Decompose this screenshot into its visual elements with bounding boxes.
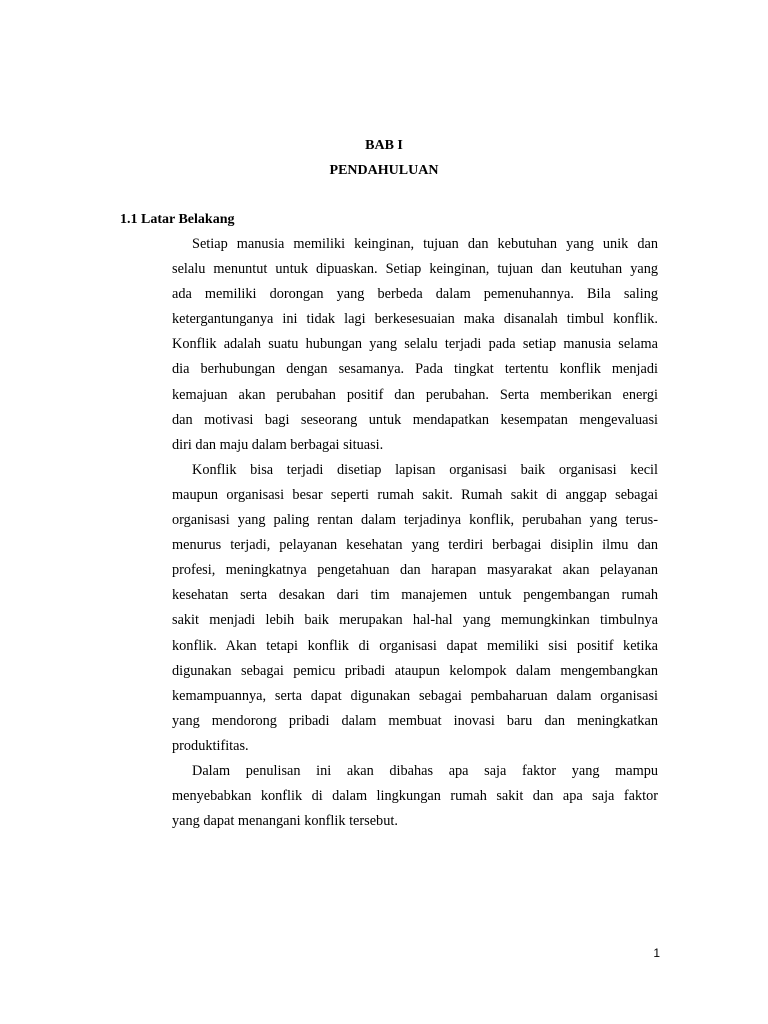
text-line: Dalam penulisan ini akan dibahas apa saja faktor yang mampu: [192, 762, 658, 779]
paragraph: [172, 462, 658, 763]
text-line: kesehatan serta desakan dari tim manajemen untuk pengembangan rumah: [172, 587, 658, 604]
text-line: sakit menjadi lebih baik merupakan hal-hal yang memungkinkan timbulnya: [172, 612, 658, 629]
text-line: diri dan maju dalam berbagai situasi.: [172, 436, 384, 453]
page-number: 1: [653, 946, 660, 960]
text-line: konflik. Akan tetapi konflik di organisasi dapat memiliki sisi positif ketika: [172, 637, 658, 654]
paragraph: [172, 236, 658, 462]
text-line: kemajuan akan perubahan positif dan perubahan. Serta memberikan energi: [172, 386, 658, 403]
body-text: [172, 236, 658, 838]
text-line: organisasi yang paling rentan dalam terjadinya konflik, perubahan yang terus-: [172, 512, 658, 529]
text-line: dia berhubungan dengan sesamanya. Pada tingkat tertentu konflik menjadi: [172, 361, 658, 378]
paragraph: [172, 763, 658, 838]
text-line: Konflik bisa terjadi disetiap lapisan organisasi baik organisasi kecil: [192, 461, 658, 478]
text-line: menyebabkan konflik di dalam lingkungan rumah sakit dan apa saja faktor: [172, 788, 658, 805]
text-line: menurus terjadi, pelayanan kesehatan yang terdiri berbagai disiplin ilmu dan: [172, 537, 658, 554]
text-line: yang dapat menangani konflik tersebut.: [172, 813, 398, 830]
text-line: ketergantunganya ini tidak lagi berkesesuaian maka disanalah timbul konflik.: [172, 311, 658, 328]
text-line: Setiap manusia memiliki keinginan, tujuan dan kebutuhan yang unik dan: [192, 236, 658, 252]
text-line: digunakan sebagai pemicu pribadi ataupun kelompok dalam mengembangkan: [172, 662, 658, 679]
text-line: Konflik adalah suatu hubungan yang selalu terjadi pada setiap manusia selama: [172, 336, 658, 353]
text-line: ada memiliki dorongan yang berbeda dalam pemenuhannya. Bila saling: [172, 286, 658, 303]
text-line: yang mendorong pribadi dalam membuat inovasi baru dan meningkatkan: [172, 712, 658, 729]
text-line: selalu menuntut untuk dipuaskan. Setiap keinginan, tujuan dan keutuhan yang: [172, 261, 658, 278]
text-line: kemampuannya, serta dapat digunakan sebagai pembaharuan dalam organisasi: [172, 687, 658, 704]
section-heading: 1.1 Latar Belakang: [120, 212, 235, 227]
text-line: produktifitas.: [172, 737, 249, 754]
text-line: dan motivasi bagi seseorang untuk mendapatkan kesempatan mengevaluasi: [172, 411, 658, 428]
chapter-title: PENDAHULUAN: [329, 163, 439, 178]
text-line: profesi, meningkatnya pengetahuan dan harapan masyarakat akan pelayanan: [172, 562, 658, 579]
text-line: maupun organisasi besar seperti rumah sakit. Rumah sakit di anggap sebagai: [172, 486, 658, 503]
chapter-number: BAB I: [365, 138, 403, 153]
